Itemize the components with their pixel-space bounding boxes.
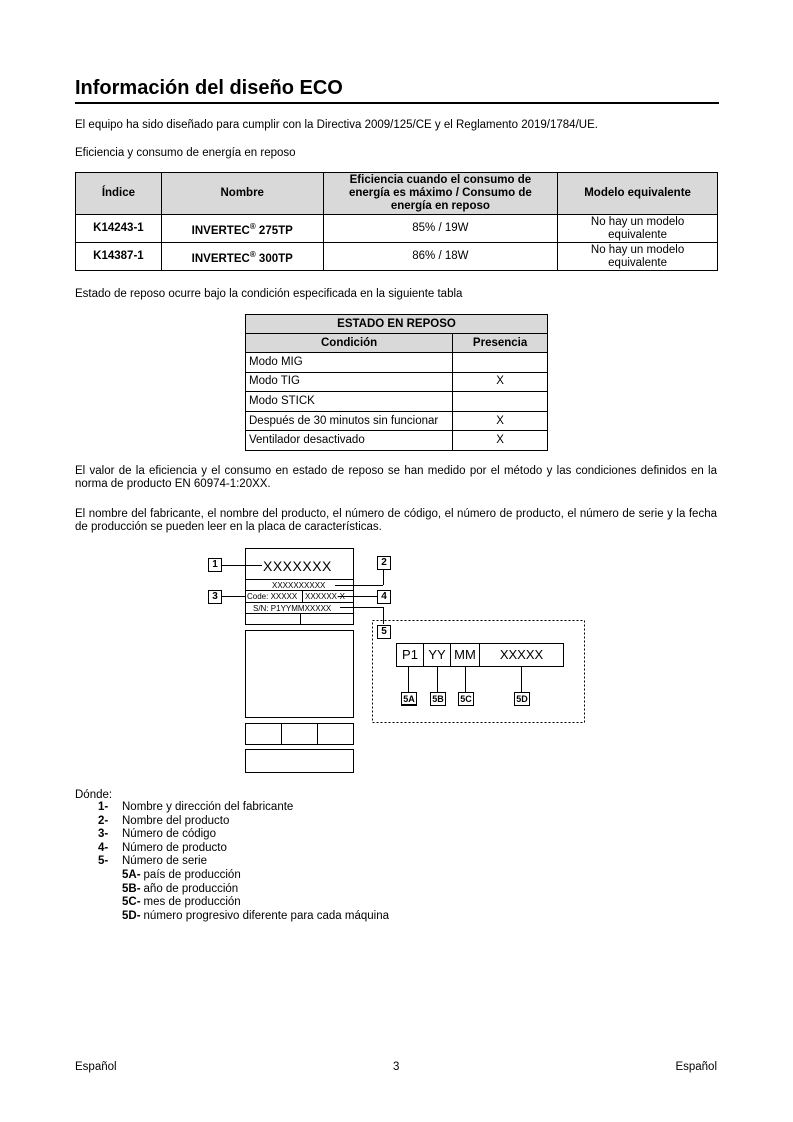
product-number-text: XXXXXX-X [305,592,346,601]
product-name-text: XXXXXXXXXX [272,581,326,590]
callout-2: 2 [377,556,391,570]
callout-4: 4 [377,590,391,604]
sub-label-5a: 5A [401,692,417,706]
list-item: 4- Número de producto [98,841,227,854]
plate-cells-box [246,724,354,745]
serial-cell-country: P1 [396,643,424,667]
col-name: Nombre [161,173,323,215]
row-efficiency: 85% / 19W [323,215,558,243]
row-efficiency: 86% / 18W [323,243,558,271]
callout-1: 1 [208,558,222,572]
code-text: Code: XXXXX [247,592,298,601]
table-row: Ventilador desactivado X [246,431,548,451]
sub-label-5b: 5B [430,692,446,706]
where-label: Dónde: [75,789,113,801]
footer-right: Español [675,1061,717,1073]
sub-list-item: 5C- mes de producción [122,896,241,909]
col-equivalent: Modelo equivalente [558,173,718,215]
col-presence: Presencia [453,334,548,353]
sub-list-item: 5B- año de producción [122,882,239,895]
serial-text: S/N: P1YYMMXXXXX [253,604,332,613]
sub-list-item: 5D- número progresivo diferente para cada máquina [122,909,390,922]
page-title: Información del diseño ECO [75,76,719,104]
list-item: 5- Número de serie [98,855,208,868]
callout-5: 5 [377,625,391,639]
row-equivalent: No hay un modelo equivalente [558,243,718,271]
footer-left: Español [75,1061,117,1073]
measure-text: El valor de la eficiencia y el consumo en estado de reposo se han medido por el método y las condiciones definidos en la norma de producto EN 60974-1:20XX. [75,465,717,490]
serial-detail-box [373,621,585,723]
list-item: 2- Nombre del producto [98,814,230,827]
sub-label-5c: 5C [458,692,474,706]
page-number: 3 [393,1061,400,1073]
standby-intro: Estado de reposo ocurre bajo la condición especificada en la siguiente tabla [75,288,463,300]
list-item: 1- Nombre y dirección del fabricante [98,801,294,813]
serial-cell-number: XXXXX [479,643,564,667]
standby-title: ESTADO EN REPOSO [246,315,548,334]
plate-middle-box [246,631,354,718]
table-row: Modo TIG X [246,372,548,392]
row-equivalent: No hay un modelo equivalente [558,215,718,243]
table-row: Modo STICK [246,392,548,412]
sub-label-5d: 5D [514,692,530,706]
row-index: K14387-1 [76,243,162,271]
row-name: INVERTEC® 300TP [161,243,323,271]
efficiency-heading: Eficiencia y consumo de energía en reposo [75,147,296,159]
table-row: Después de 30 minutos sin funcionar X [246,411,548,431]
legend-list [98,801,389,923]
col-efficiency: Eficiencia cuando el consumo de energía es máximo / Consumo de energía en reposo [323,173,558,215]
callout-3: 3 [208,590,222,604]
table-row: Modo MIG [246,353,548,373]
list-item: 3- Número de código [98,828,216,841]
row-index: K14243-1 [76,215,162,243]
manufacturer-text: XXXXXXX [263,558,332,574]
row-name: INVERTEC® 275TP [161,215,323,243]
serial-cell-month: MM [450,643,480,667]
serial-cell-year: YY [423,643,451,667]
sub-list-item: 5A- país de producción [122,868,241,881]
plate-bottom-box [246,750,354,773]
col-condition: Condición [246,334,453,353]
col-index: Índice [76,173,162,215]
plate-text: El nombre del fabricante, el nombre del producto, el número de código, el número de producto, el número de serie y la fecha de producción se pueden leer en la placa de características. [75,508,717,533]
intro-text: El equipo ha sido diseñado para cumplir con la Directiva 2009/125/CE y el Reglamento 2019/1784/UE. [75,119,598,131]
